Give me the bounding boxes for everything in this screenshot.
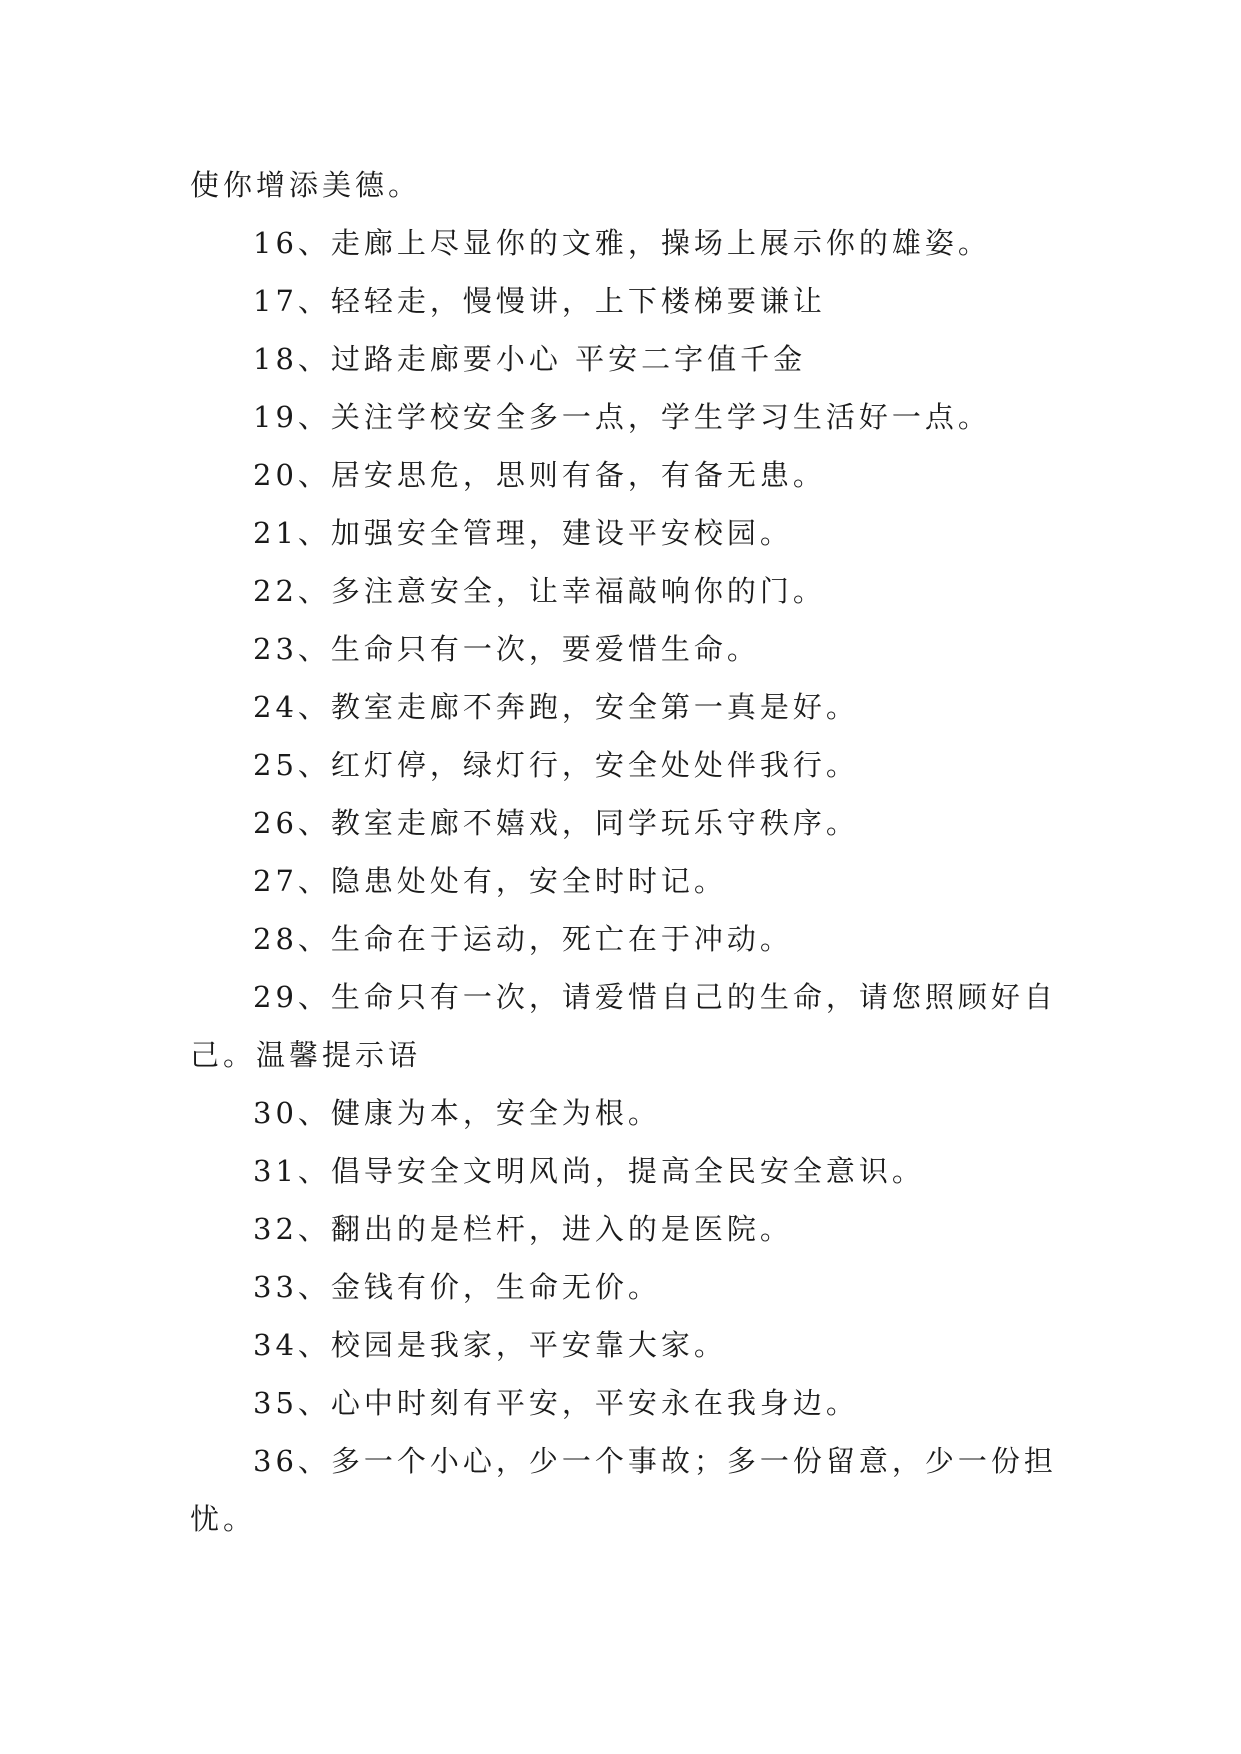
- list-item: 22、多注意安全，让幸福敲响你的门。: [253, 574, 826, 608]
- list-item: 24、教室走廊不奔跑，安全第一真是好。: [253, 690, 859, 724]
- list-item: 25、红灯停，绿灯行，安全处处伴我行。: [253, 748, 859, 782]
- list-item: 32、翻出的是栏杆，进入的是医院。: [253, 1212, 793, 1246]
- list-item: 18、过路走廊要小心 平安二字值千金: [253, 342, 807, 376]
- document-body: [190, 156, 1057, 1548]
- list-item: 20、居安思危，思则有备，有备无患。: [253, 458, 826, 492]
- list-item: 29、生命只有一次，请爱惜自己的生命，请您照顾好自: [253, 980, 1057, 1014]
- list-item: 27、隐患处处有，安全时时记。: [253, 864, 727, 898]
- text-line: 忧。: [190, 1502, 257, 1536]
- list-item: 30、健康为本，安全为根。: [253, 1096, 661, 1130]
- list-item: 23、生命只有一次，要爱惜生命。: [253, 632, 760, 666]
- list-item: 35、心中时刻有平安，平安永在我身边。: [253, 1386, 859, 1420]
- list-item: 28、生命在于运动，死亡在于冲动。: [253, 922, 793, 956]
- text-line: 使你增添美德。: [190, 168, 422, 202]
- list-item: 31、倡导安全文明风尚，提高全民安全意识。: [253, 1154, 925, 1188]
- list-item: 34、校园是我家，平安靠大家。: [253, 1328, 727, 1362]
- list-item: 19、关注学校安全多一点，学生学习生活好一点。: [253, 400, 991, 434]
- list-item: 33、金钱有价，生命无价。: [253, 1270, 661, 1304]
- text-line: 己。温馨提示语: [190, 1038, 422, 1072]
- list-item: 36、多一个小心，少一个事故；多一份留意，少一份担: [253, 1444, 1057, 1478]
- list-item: 21、加强安全管理，建设平安校园。: [253, 516, 793, 550]
- list-item: 17、轻轻走，慢慢讲，上下楼梯要谦让: [253, 284, 826, 318]
- list-item: 16、走廊上尽显你的文雅，操场上展示你的雄姿。: [253, 226, 991, 260]
- list-item: 26、教室走廊不嬉戏，同学玩乐守秩序。: [253, 806, 859, 840]
